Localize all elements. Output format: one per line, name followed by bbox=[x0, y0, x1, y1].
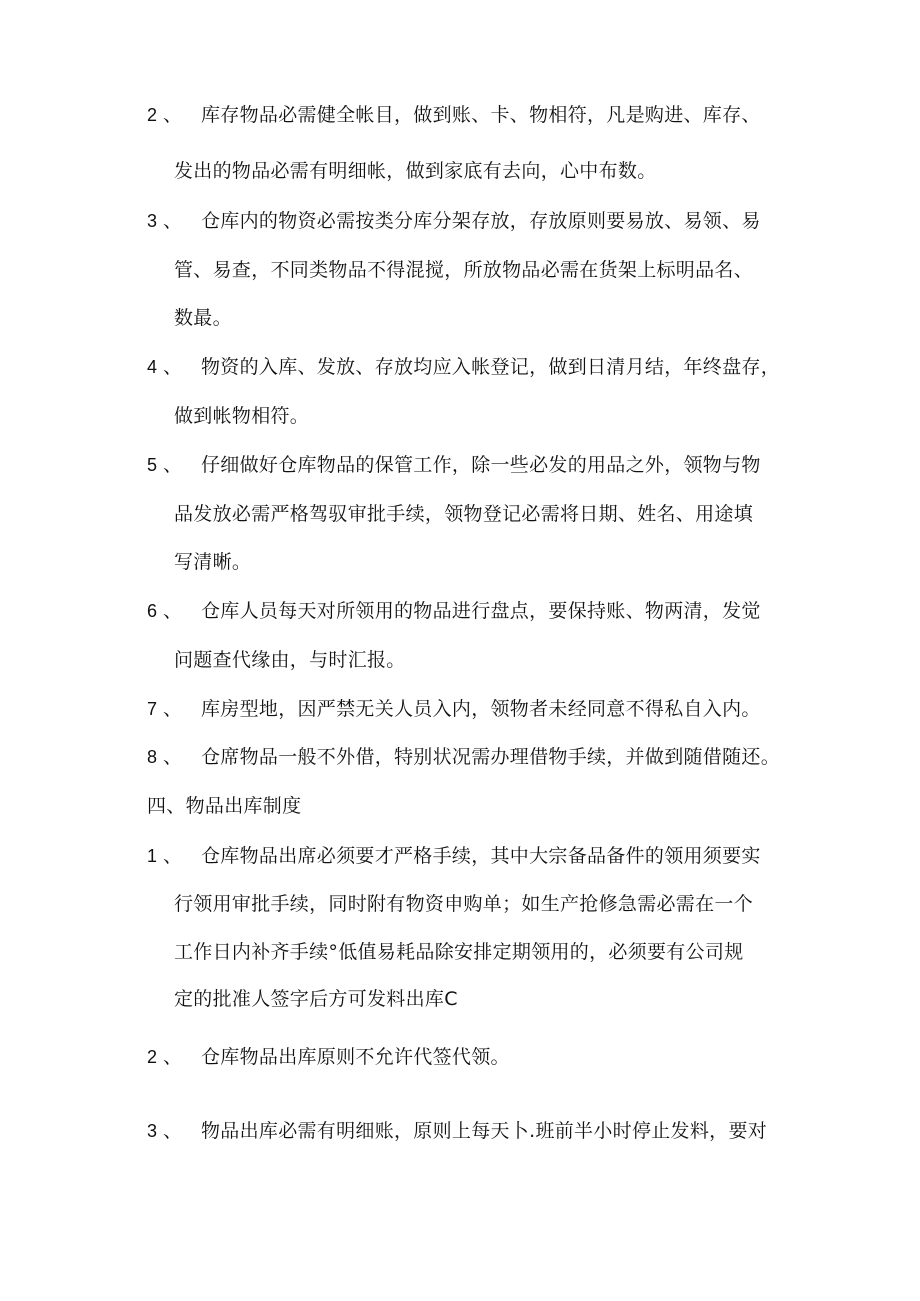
item-text-line: 数最。 bbox=[174, 307, 232, 329]
item-text-line: 库房型地，因严禁无关人员入内，领物者未经同意不得私自入内。 bbox=[201, 698, 761, 720]
item-number: 7 bbox=[147, 699, 158, 719]
item-text-line: 写清晰。 bbox=[174, 551, 252, 573]
item-text-line: 仓库内的物资必需按类分库分架存放，存放原则要易放、易领、易 bbox=[201, 210, 761, 232]
item-separator: 、 bbox=[163, 454, 183, 476]
item-separator: 、 bbox=[163, 845, 183, 867]
item-text-line: 物资的入库、发放、存放均应入帐登记，做到日清月结，年终盘存， bbox=[201, 356, 781, 378]
item-number: 6 bbox=[147, 601, 158, 621]
item-number: 8 bbox=[147, 747, 158, 767]
item-text-line: 库存物品必需健全帐目，做到账、卡、物相符，凡是购进、库存、 bbox=[201, 104, 761, 126]
item-separator: 、 bbox=[163, 746, 183, 768]
item-separator: 、 bbox=[163, 1120, 183, 1142]
item-text-line: 物品出库必需有明细账，原则上每天卜.班前半小时停止发料，要对 bbox=[201, 1120, 768, 1142]
item-number: 3 bbox=[147, 1121, 158, 1141]
item-separator: 、 bbox=[163, 356, 183, 378]
section-heading: 四、物品出库制度 bbox=[147, 795, 302, 817]
item-text-line: 发出的物品必需有明细帐，做到家底有去向，心中布数。 bbox=[174, 160, 657, 182]
item-number: 2 bbox=[147, 105, 158, 125]
item-text-line: 问题查代缘由，与时汇报。 bbox=[174, 649, 406, 671]
item-number: 4 bbox=[147, 357, 158, 377]
item-text-line: 仓库物品出席必须要才严格手续，其中大宗备品备件的领用须要实 bbox=[201, 845, 761, 867]
item-separator: 、 bbox=[163, 210, 183, 232]
item-text-line: 仓库物品出库原则不允许代签代领。 bbox=[201, 1046, 510, 1068]
item-separator: 、 bbox=[163, 1046, 183, 1068]
item-text-line: 仓席物品一般不外借，特别状况需办理借物手续，并做到随借随还。 bbox=[201, 746, 781, 768]
item-text-line: 工作日内补齐手续°低值易耗品除安排定期领用的，必须要有公司规 bbox=[174, 941, 744, 963]
item-number: 2 bbox=[147, 1047, 158, 1067]
item-text-line: 仓库人员每天对所领用的物品进行盘点，要保持账、物两清，发觉 bbox=[201, 600, 761, 622]
item-number: 1 bbox=[147, 846, 158, 866]
item-text-line: 定的批准人签字后方可发料出库C bbox=[174, 988, 458, 1010]
item-text-line: 做到帐物相符。 bbox=[174, 405, 310, 427]
item-text-line: 仔细做好仓库物品的保管工作，除一些必发的用品之外，领物与物 bbox=[201, 454, 761, 476]
item-separator: 、 bbox=[163, 104, 183, 126]
item-number: 5 bbox=[147, 455, 158, 475]
item-separator: 、 bbox=[163, 600, 183, 622]
item-text-line: 管、易查，不同类物品不得混搅，所放物品必需在货架上标明品名、 bbox=[174, 259, 754, 281]
item-text-line: 品发放必需严格驾驭审批手续，领物登记必需将日期、姓名、用途填 bbox=[174, 503, 754, 525]
item-separator: 、 bbox=[163, 698, 183, 720]
item-number: 3 bbox=[147, 211, 158, 231]
item-text-line: 行领用审批手续，同时附有物资申购单；如生产抢修急需必需在一个 bbox=[174, 893, 754, 915]
